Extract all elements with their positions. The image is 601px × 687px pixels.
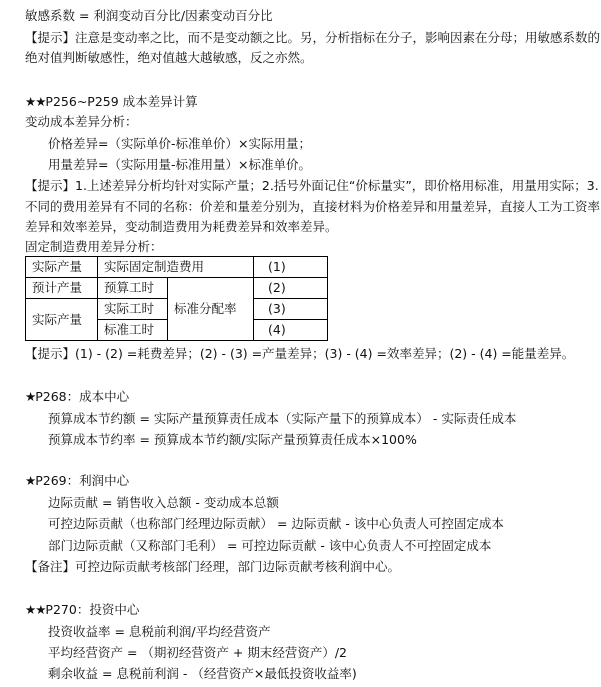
table-hint: 【提示】(1) - (2) =耗费差异；(2) - (3) =产量差异；(3) - (4) =效率差异；(2) - (4) =能量差异。	[25, 346, 575, 361]
table-cell: 标准工时	[98, 320, 168, 341]
star-icon: ★	[25, 389, 36, 404]
budget-cost-savings-rate-formula: 预算成本节约率 = 预算成本节约额/实际产量预算责任成本×100%	[48, 432, 417, 447]
fixed-overhead-variance-title: 固定制造费用差异分析：	[25, 239, 163, 254]
cost-variance-hint-line-2: 不同的费用差异有不同的名称：价差和量差分别为，直接材料为价格差异和用量差异，直接人工为工资率	[25, 199, 601, 214]
star-icon: ★★	[25, 602, 46, 617]
residual-income-formula: 剩余收益 = 息税前利润 - （经营资产×最低投资收益率)	[48, 666, 357, 681]
sensitivity-hint-line-2: 绝对值判断敏感性，绝对值越大越敏感，反之亦然。	[25, 50, 313, 65]
controllable-margin-formula: 可控边际贡献（也称部门经理边际贡献） = 边际贡献 - 该中心负责人可控固定成本	[48, 516, 504, 531]
investment-center-heading-text: P270：投资中心	[45, 602, 140, 617]
table-cell: 预计产量	[26, 278, 98, 299]
profit-center-heading	[25, 471, 129, 491]
table-cell-merged: 标准分配率	[168, 278, 254, 341]
cost-variance-heading-text: P256~P259 成本差异计算	[45, 94, 198, 109]
star-icon: ★	[25, 473, 36, 488]
sensitivity-formula: 敏感系数 = 利润变动百分比/因素变动百分比	[25, 8, 273, 23]
variable-cost-variance-title: 变动成本差异分析：	[25, 114, 138, 129]
contribution-margin-formula: 边际贡献 = 销售收入总额 - 变动成本总额	[48, 495, 279, 510]
table-cell-merged: 实际产量	[26, 299, 98, 341]
price-variance-formula: 价格差异=（实际单价-标准单价）×实际用量；	[48, 136, 311, 151]
department-margin-formula: 部门边际贡献（又称部门毛利） = 可控边际贡献 - 该中心负责人不可控固定成本	[48, 538, 492, 553]
budget-cost-savings-formula: 预算成本节约额 = 实际产量预算责任成本（实际产量下的预算成本） - 实际责任成本	[48, 411, 517, 426]
table-cell: (3)	[254, 299, 328, 320]
sensitivity-hint-line-1: 【提示】注意是变动率之比，而不是变动额之比。另，分析指标在分子，影响因素在分母；用敏感系数的	[25, 30, 601, 45]
cost-center-heading	[25, 387, 129, 407]
cost-center-heading-text: P268：成本中心	[35, 389, 130, 404]
cost-variance-hint-line-3: 差异和效率差异，变动制造费用为耗费差异和效率差异。	[25, 219, 338, 234]
cost-variance-hint-line-1: 【提示】1.上述差异分析均针对实际产量；2.括号外面记住“价标量实”，即价格用标准，用量用实际；3.	[25, 178, 599, 193]
table-cell: (2)	[254, 278, 328, 299]
table-row	[26, 257, 328, 278]
fixed-overhead-variance-table	[25, 256, 328, 341]
table-cell: 实际工时	[98, 299, 168, 320]
table-cell: (1)	[254, 257, 328, 278]
profit-center-note: 【备注】可控边际贡献考核部门经理，部门边际贡献考核利润中心。	[25, 559, 401, 574]
table-row	[26, 278, 328, 299]
table-cell: 实际产量	[26, 257, 98, 278]
profit-center-heading-text: P269：利润中心	[35, 473, 130, 488]
table-cell: (4)	[254, 320, 328, 341]
star-icon: ★★	[25, 94, 46, 109]
investment-center-heading	[25, 600, 139, 620]
table-cell: 实际固定制造费用	[98, 257, 254, 278]
table-cell: 预算工时	[98, 278, 168, 299]
roi-formula: 投资收益率 = 息税前利润/平均经营资产	[48, 624, 271, 639]
average-operating-assets-formula: 平均经营资产 = （期初经营资产 + 期末经营资产）/2	[48, 645, 348, 660]
cost-variance-heading	[25, 92, 198, 112]
quantity-variance-formula: 用量差异=（实际用量-标准用量）×标准单价。	[48, 157, 311, 172]
